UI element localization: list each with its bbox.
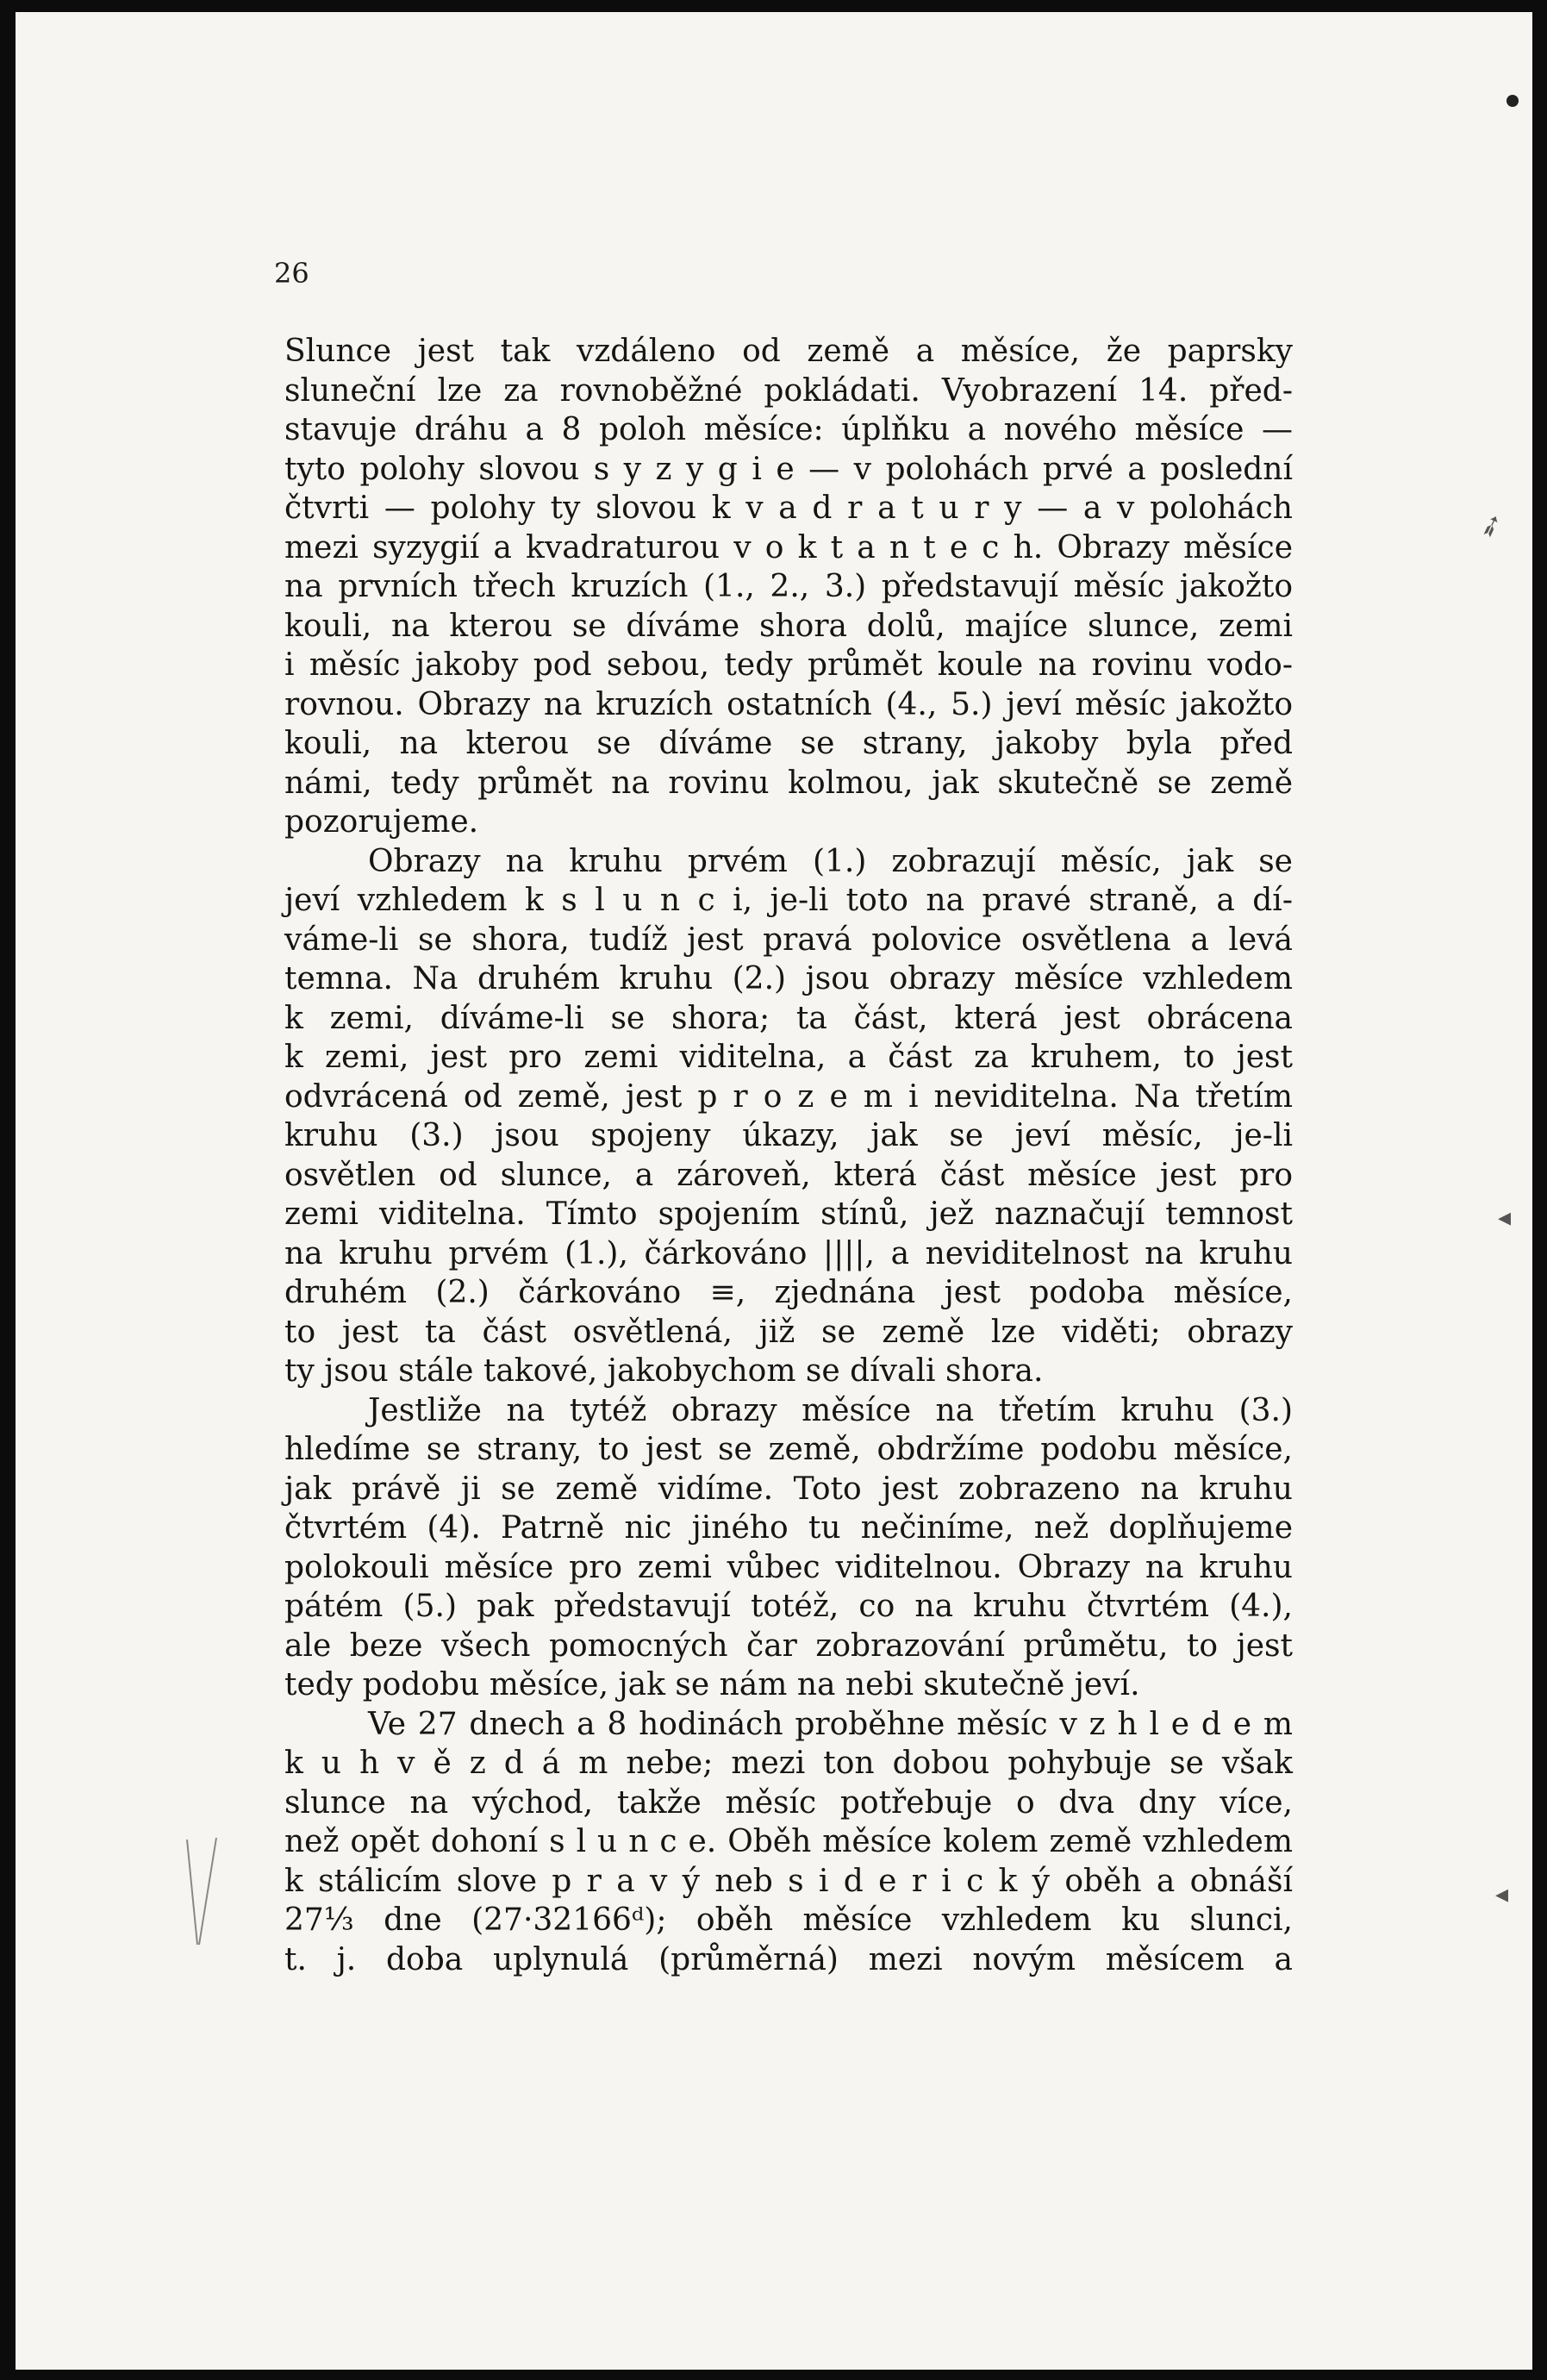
text-line: ale beze všech pomocných čar zobrazování průmětu, to jest: [284, 1627, 1293, 1664]
text-line: čtvrtém (4). Patrně nic jiného tu nečiníme, než doplňujeme: [284, 1510, 1293, 1546]
text-line: odvrácená od země, jest p r o z e m i neviditelna. Na třetím: [284, 1078, 1293, 1115]
text-line: rovnou. Obrazy na kruzích ostatních (4., 5.) jeví měsíc jakožto: [284, 686, 1293, 722]
text-line: váme-li se shora, tudíž jest pravá polovice osvětlena a levá: [284, 921, 1293, 958]
text-line: tyto polohy slovou s y z y g i e — v polohách prvé a poslední: [284, 451, 1293, 487]
margin-arrow-icon: ◂: [1498, 1202, 1512, 1233]
text-line: polokouli měsíce pro zemi vůbec viditelnou. Obrazy na kruhu: [284, 1549, 1293, 1585]
text-line: mezi syzygií a kvadraturou v o k t a n t e c h. Obrazy měsíce: [284, 529, 1293, 565]
text-line: jeví vzhledem k s l u n c i, je-li toto na pravé straně, a dí-: [284, 883, 1293, 918]
text-line: kruhu (3.) jsou spojeny úkazy, jak se jeví měsíc, je-li: [284, 1118, 1293, 1153]
margin-arrow-icon: ➶: [1474, 505, 1509, 547]
scan-speck: [1506, 95, 1519, 107]
text-line: tedy podobu měsíce, jak se nám na nebi skutečně jeví.: [284, 1667, 1140, 1702]
text-line: ty jsou stále takové, jakobychom se dívali shora.: [284, 1353, 1044, 1389]
text-line: Jestliže na tytéž obrazy měsíce na třetím kruhu (3.): [368, 1392, 1293, 1428]
text-line: na kruhu prvém (1.), čárkováno ||||, a neviditelnost na kruhu: [284, 1235, 1293, 1271]
text-line: osvětlen od slunce, a zároveň, která část měsíce jest pro: [284, 1157, 1293, 1193]
text-line: námi, tedy průmět na rovinu kolmou, jak skutečně se země: [284, 765, 1293, 801]
text-line: 27⅓ dne (27·32166ᵈ); oběh měsíce vzhledem ku slunci,: [284, 1902, 1293, 1938]
page-number: 26: [274, 257, 309, 290]
text-line: druhém (2.) čárkováno ≡, zjednána jest podoba měsíce,: [284, 1275, 1293, 1310]
text-line: pozorujeme.: [284, 804, 479, 840]
text-line: sluneční lze za rovnoběžné pokládati. Vyobrazení 14. před-: [284, 372, 1293, 409]
text-line: stavuje dráhu a 8 poloh měsíce: úplňku a nového měsíce —: [284, 412, 1293, 447]
text-line: kouli, na kterou se díváme se strany, jakoby byla před: [284, 726, 1293, 761]
text-line: k stálicím slove p r a v ý neb s i d e r i c k ý oběh a obnáší: [284, 1863, 1293, 1899]
body-text: [284, 332, 1293, 1979]
text-line: i měsíc jakoby pod sebou, tedy průmět koule na rovinu vodo-: [284, 647, 1293, 683]
text-line: temna. Na druhém kruhu (2.) jsou obrazy měsíce vzhledem: [284, 961, 1293, 996]
text-line: k zemi, jest pro zemi viditelna, a část za kruhem, to jest: [284, 1040, 1293, 1075]
margin-arrow-icon: ◂: [1495, 1879, 1509, 1909]
text-line: jak právě ji se země vidíme. Toto jest zobrazeno na kruhu: [284, 1471, 1293, 1507]
text-line: kouli, na kterou se díváme shora dolů, majíce slunce, zemi: [284, 608, 1293, 644]
text-line: čtvrti — polohy ty slovou k v a d r a t u r y — a v polohách: [284, 490, 1293, 526]
text-line: Ve 27 dnech a 8 hodinách proběhne měsíc v z h l e d e m: [368, 1706, 1293, 1742]
text-line: k u h v ě z d á m nebe; mezi ton dobou pohybuje se však: [284, 1746, 1293, 1781]
text-line: Slunce jest tak vzdáleno od země a měsíce, že paprsky: [284, 334, 1293, 369]
text-line: Obrazy na kruhu prvém (1.) zobrazují měsíc, jak se: [368, 843, 1293, 879]
text-line: slunce na východ, takže měsíc potřebuje o dva dny více,: [284, 1784, 1293, 1821]
text-line: na prvních třech kruzích (1., 2., 3.) představují měsíc jakožto: [284, 569, 1293, 604]
text-line: zemi viditelna. Tímto spojením stínů, jež naznačují temnost: [284, 1196, 1293, 1232]
text-line: pátém (5.) pak představují totéž, co na kruhu čtvrtém (4.),: [284, 1589, 1293, 1624]
text-line: to jest ta část osvětlená, již se země lze viděti; obrazy: [284, 1314, 1293, 1350]
margin-pencil-mark-icon: [185, 1836, 218, 1948]
text-line: hledíme se strany, to jest se země, obdržíme podobu měsíce,: [284, 1432, 1293, 1467]
text-line: než opět dohoní s l u n c e. Oběh měsíce kolem země vzhledem: [284, 1824, 1293, 1859]
text-line: k zemi, díváme-li se shora; ta část, která jest obrácena: [284, 1000, 1293, 1036]
text-line: t. j. doba uplynulá (průměrná) mezi novým měsícem a: [284, 1941, 1293, 1977]
